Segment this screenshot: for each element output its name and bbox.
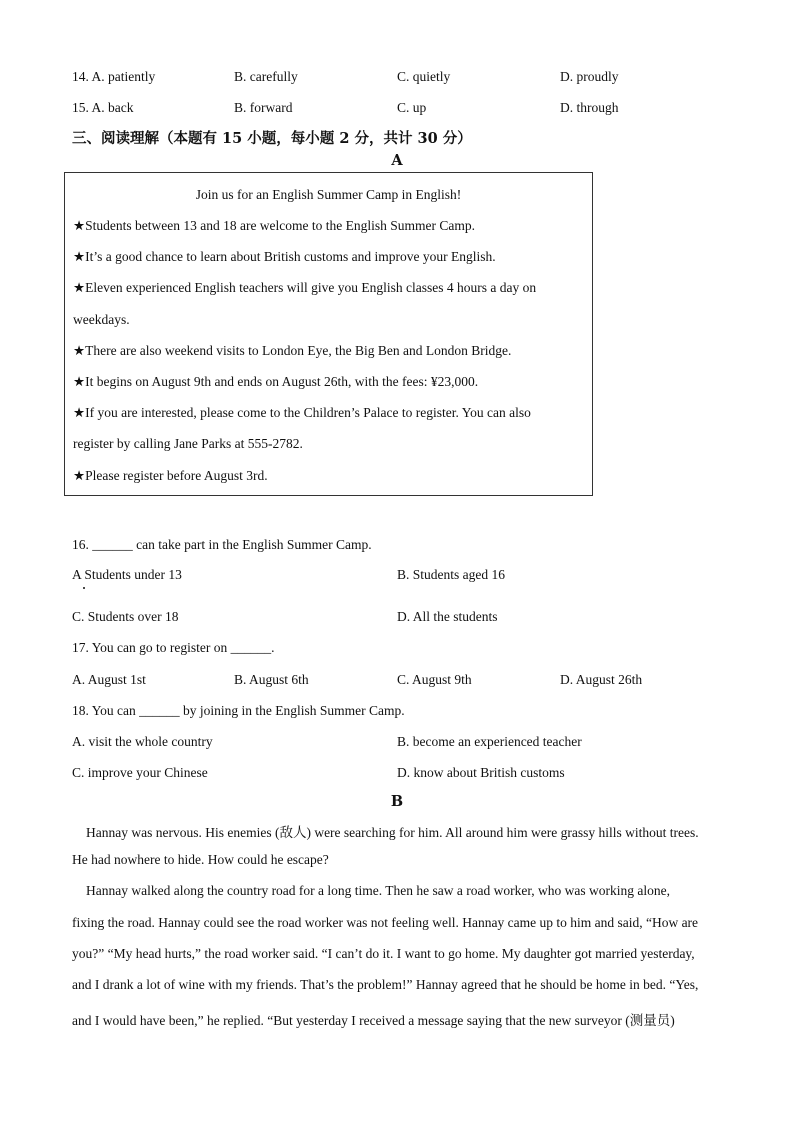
- q17-option-a: A. August 1st: [72, 672, 146, 687]
- passage-b-line: Hannay was nervous. His enemies (敌人) were searching for him. All around him were grassy hills without trees.: [86, 825, 699, 840]
- passage-b-label: B: [390, 793, 404, 810]
- q15-option-a: 15. A. back: [72, 100, 134, 115]
- stray-dot: [83, 587, 85, 589]
- q14-option-a: 14. A. patiently: [72, 69, 156, 84]
- passage-a-label: A: [391, 152, 403, 169]
- q16-stem: 16. ______ can take part in the English Summer Camp.: [72, 537, 372, 552]
- ad-line: ★Students between 13 and 18 are welcome to the English Summer Camp.: [73, 218, 476, 233]
- q17-option-b: B. August 6th: [234, 672, 309, 687]
- q15-option-b: B. forward: [234, 100, 293, 115]
- passage-b-line: fixing the road. Hannay could see the road worker was not feeling well. Hannay came up to him and said, “How are: [72, 915, 699, 930]
- q17-option-d: D. August 26th: [560, 672, 643, 687]
- ad-line: ★Eleven experienced English teachers will give you English classes 4 hours a day on: [73, 280, 537, 295]
- q16-option-b: B. Students aged 16: [397, 567, 505, 582]
- ad-line: register by calling Jane Parks at 555-2782.: [73, 436, 303, 451]
- ad-line: ★Please register before August 3rd.: [73, 468, 268, 483]
- q14-option-d: D. proudly: [560, 69, 619, 84]
- ad-line: ★There are also weekend visits to London Eye, the Big Ben and London Bridge.: [73, 343, 512, 358]
- q15-option-c: C. up: [397, 100, 427, 115]
- q18-option-b: B. become an experienced teacher: [397, 734, 582, 749]
- q15-option-d: D. through: [560, 100, 619, 115]
- q18-stem: 18. You can ______ by joining in the English Summer Camp.: [72, 703, 405, 718]
- q18-option-d: D. know about British customs: [397, 765, 565, 780]
- passage-b-line: Hannay walked along the country road for a long time. Then he saw a road worker, who was working alone,: [86, 883, 671, 898]
- q17-stem: 17. You can go to register on ______.: [72, 640, 275, 655]
- ad-line: ★It begins on August 9th and ends on August 26th, with the fees: ¥23,000.: [73, 374, 479, 389]
- ad-line: ★If you are interested, please come to the Children’s Palace to register. You can also: [73, 405, 531, 420]
- passage-b-line: He had nowhere to hide. How could he escape?: [72, 852, 329, 867]
- q14-option-c: C. quietly: [397, 69, 451, 84]
- q14-option-b: B. carefully: [234, 69, 298, 84]
- q17-option-c: C. August 9th: [397, 672, 472, 687]
- q16-option-d: D. All the students: [397, 609, 498, 624]
- ad-line: weekdays.: [73, 312, 130, 327]
- q18-option-a: A. visit the whole country: [72, 734, 213, 749]
- ad-line: ★It’s a good chance to learn about British customs and improve your English.: [73, 249, 496, 264]
- q18-option-c: C. improve your Chinese: [72, 765, 208, 780]
- passage-b-line: and I would have been,” he replied. “But yesterday I received a message saying that the new surveyor (测量员): [72, 1013, 675, 1028]
- q16-option-c: C. Students over 18: [72, 609, 179, 624]
- summer-camp-ad-box: [64, 172, 593, 496]
- passage-b-line: you?” “My head hurts,” the road worker said. “I can’t do it. I want to go home. My daughter got married yesterday,: [72, 946, 695, 961]
- q16-option-a: A Students under 13: [72, 567, 182, 582]
- ad-title: Join us for an English Summer Camp in English!: [195, 187, 462, 202]
- passage-b-line: and I drank a lot of wine with my friends. That’s the problem!” Hannay agreed that he should be home in bed. “Yes,: [72, 977, 699, 992]
- section-heading: 三、阅读理解（本题有 15 小题，每小题 2 分，共计 30 分）: [72, 130, 472, 147]
